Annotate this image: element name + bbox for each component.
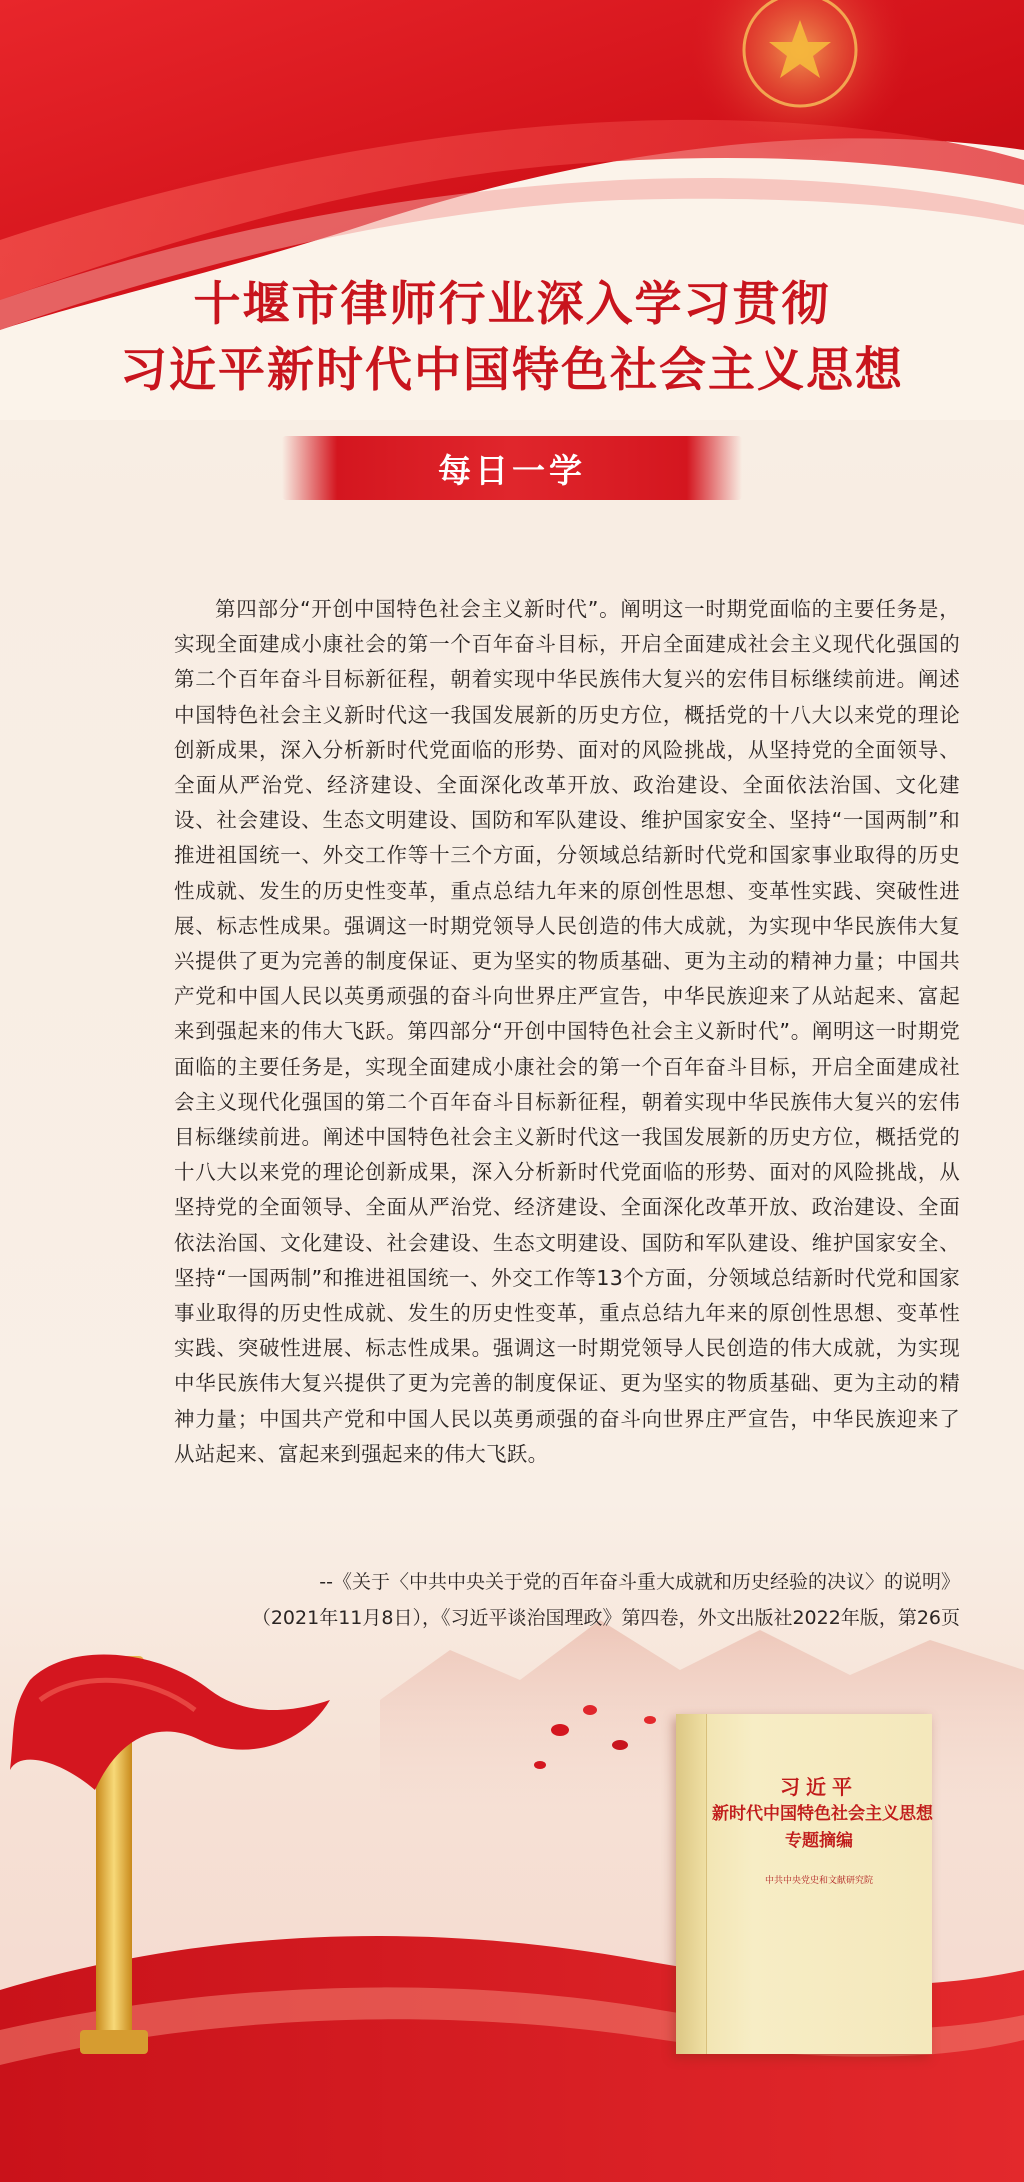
page-title [0,272,1024,404]
book-title-line-3: 专题摘编 [785,1831,853,1851]
book-cover-image [676,1714,932,2054]
book-title-line-2: 新时代中国特色社会主义思想 [712,1804,933,1824]
book-publisher: 中共中央党史和文献研究院 [764,1876,873,1886]
source-line-2: （2021年11月8日），《习近平谈治国理政》第四卷，外文出版社2022年版，第26页 [251,1607,960,1629]
book-title [712,1774,933,1855]
title-line-1: 十堰市律师行业深入学习贯彻 [193,277,831,332]
source-line-1: --《关于〈中共中央关于党的百年奋斗重大成就和历史经验的决议〉的说明》 [319,1571,960,1593]
source-citation [140,1564,960,1636]
section-ribbon [282,436,742,500]
book-spine [676,1714,707,2054]
title-line-2: 习近平新时代中国特色社会主义思想 [120,343,904,398]
article-body: 第四部分“开创中国特色社会主义新时代”。阐明这一时期党面临的主要任务是，实现全面建成小康社会的第一个百年奋斗目标，开启全面建成社会主义现代化强国的第二个百年奋斗目标新征程，朝着实现中华民族伟大复兴的宏伟目标继续前进。阐述中国特色社会主义新时代这一我国发展新的历史方位，概括党的十八大以来党的理论创新成果，深入分析新时代党面临的形势、面对的风险挑战，从坚持党的全面领导、全面从严治党、经济建设、全面深化改革开放、政治建设、全面依法治国、文化建设、社会建设、生态文明建设、国防和军队建设、维护国家安全、坚持“一国两制”和推进祖国统一、外交工作等十三个方面，分领域总结新时代党和国家事业取得的历史性成就、发生的历史性变革，重点总结九年来的原创性思想、变革性实践、突破性进展、标志性成果。强调这一时期党领导人民创造的伟大成就，为实现中华民族伟大复兴提供了更为完善的制度保证、更为坚实的物质基础、更为主动的精神力量；中国共产党和中国人民以英勇顽强的奋斗向世界庄严宣告，中华民族迎来了从站起来、富起来到强起来的伟大飞跃。第四部分“开创中国特色社会主义新时代”。阐明这一时期党面临的主要任务是，实现全面建成小康社会的第一个百年奋斗目标，开启全面建成社会主义现代化强国的第二个百年奋斗目标新征程，朝着实现中华民族伟大复兴的宏伟目标继续前进。阐述中国特色社会主义新时代这一我国发展新的历史方位，概括党的十八大以来党的理论创新成果，深入分析新时代党面临的形势、面对的风险挑战，从坚持党的全面领导、全面从严治党、经济建设、全面深化改革开放、政治建设、全面依法治国、文化建设、社会建设、生态文明建设、国防和军队建设、维护国家安全、坚持“一国两制”和推进祖国统一、外交工作等13个方面，分领域总结新时代党和国家事业取得的历史性成就、发生的历史性变革，重点总结九年来的原创性思想、变革性实践、突破性进展、标志性成果。强调这一时期党领导人民创造的伟大成就，为实现中华民族伟大复兴提供了更为完善的制度保证、更为坚实的物质基础、更为主动的精神力量；中国共产党和中国人民以英勇顽强的奋斗向世界庄严宣告，中华民族迎来了从站起来、富起来到强起来的伟大飞跃。 [174,597,960,1466]
ribbon-label: 每日一学 [438,450,586,490]
book-title-line-1: 习近平 [780,1775,858,1799]
